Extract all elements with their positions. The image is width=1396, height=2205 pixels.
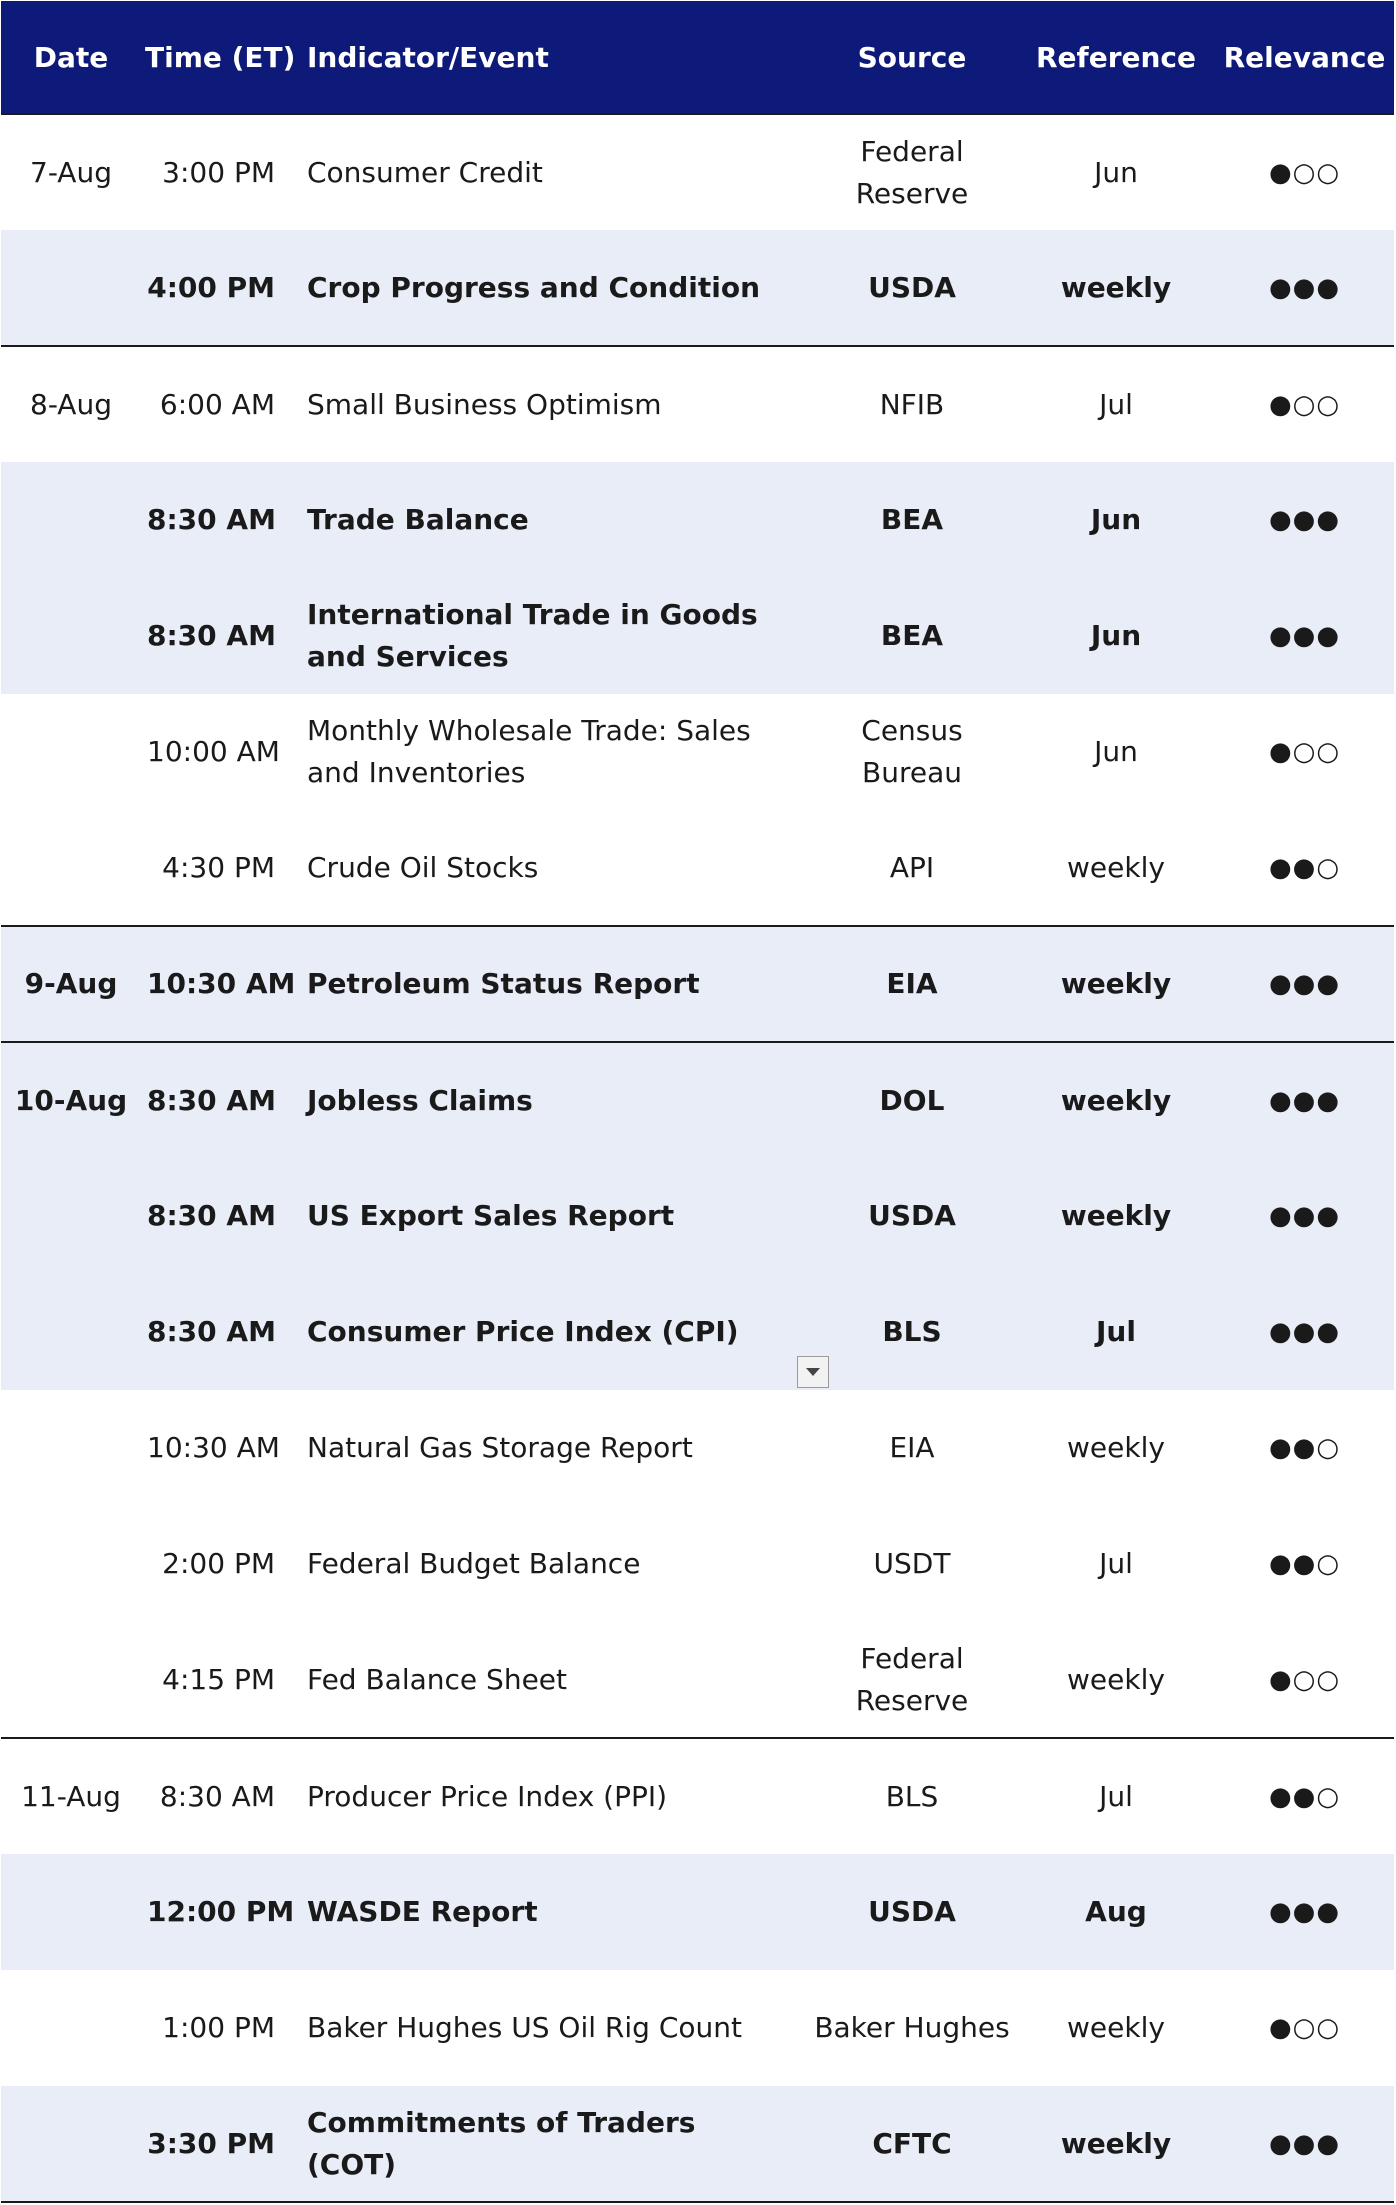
time-cell [141, 1970, 295, 2086]
relevance-cell-text: ●●● [1268, 969, 1341, 999]
reference-cell-text: weekly [1067, 850, 1165, 884]
indicator-cell [295, 1622, 807, 1738]
time-cell [141, 1274, 295, 1390]
reference-cell [1017, 114, 1215, 230]
source-cell-text: BLS [882, 1315, 942, 1348]
table-row [1, 114, 1394, 230]
date-cell-text: 10-Aug [14, 1083, 128, 1117]
source-cell-text: BLS [885, 1779, 939, 1813]
time-cell [141, 1158, 295, 1274]
time-cell-text: 8:30 AM [159, 1779, 275, 1813]
time-cell [141, 462, 295, 578]
reference-cell [1017, 462, 1215, 578]
date-cell-text: 9-Aug [24, 967, 118, 1000]
time-cell-text: 6:00 AM [159, 387, 275, 421]
source-cell-text: USDA [868, 1895, 956, 1928]
source-cell [807, 1158, 1017, 1274]
relevance-cell [1215, 1622, 1394, 1738]
source-cell-text: BEA [880, 503, 944, 536]
indicator-cell [295, 1390, 807, 1506]
time-cell-text: 4:15 PM [162, 1662, 275, 1696]
time-cell-text: 10:30 AM [147, 1431, 280, 1464]
table-row [1, 1274, 1394, 1390]
reference-cell [1017, 694, 1215, 810]
relevance-cell-text: ●○○ [1268, 737, 1341, 767]
time-cell-text: 8:30 AM [147, 503, 276, 536]
date-cell [1, 1854, 141, 1970]
source-cell-text: EIA [889, 1431, 935, 1464]
source-cell-text: CFTC [872, 2126, 952, 2160]
table-row [1, 1622, 1394, 1738]
indicator-cell [295, 230, 807, 346]
time-cell [141, 1738, 295, 1854]
reference-cell-text: Jul [1099, 1547, 1133, 1580]
relevance-cell [1215, 926, 1394, 1042]
indicator-cell [295, 1506, 807, 1622]
table-body [1, 114, 1394, 2202]
source-cell [807, 2086, 1017, 2202]
indicator-cell [295, 1274, 807, 1390]
date-cell [1, 230, 141, 346]
header-time: Time (ET) [145, 40, 296, 74]
reference-cell [1017, 926, 1215, 1042]
source-cell [807, 1274, 1017, 1390]
source-cell-text: BEA [880, 619, 944, 652]
relevance-cell [1215, 230, 1394, 346]
date-cell [1, 1042, 141, 1158]
indicator-cell [295, 1042, 807, 1158]
relevance-cell-text: ●●○ [1268, 852, 1341, 883]
date-cell [1, 694, 141, 810]
relevance-cell-text: ●○○ [1268, 1664, 1341, 1695]
table-row [1, 346, 1394, 462]
indicator-cell [295, 1854, 807, 1970]
source-cell [807, 810, 1017, 926]
time-cell-text: 1:00 PM [162, 2011, 275, 2044]
relevance-cell-text: ●●● [1268, 1897, 1341, 1927]
source-cell [807, 1854, 1017, 1970]
time-cell-text: 10:30 AM [147, 967, 296, 1000]
source-cell-text: USDA [868, 270, 956, 304]
relevance-cell-text: ●○○ [1268, 157, 1341, 188]
time-cell [141, 578, 295, 694]
indicator-cell [295, 114, 807, 230]
time-cell-text: 8:30 AM [147, 619, 276, 652]
reference-cell-text: weekly [1067, 1662, 1165, 1696]
date-cell [1, 2086, 141, 2202]
indicator-cell-text: WASDE Report [307, 1895, 538, 1928]
reference-cell [1017, 346, 1215, 462]
source-cell [807, 1970, 1017, 2086]
table-row [1, 1158, 1394, 1274]
reference-cell-text: weekly [1060, 2126, 1172, 2160]
reference-cell [1017, 1042, 1215, 1158]
indicator-cell [295, 462, 807, 578]
table-header [1, 1, 1394, 114]
indicator-cell-text: Natural Gas Storage Report [307, 1431, 693, 1464]
indicator-cell [295, 926, 807, 1042]
date-cell [1, 1390, 141, 1506]
table-row [1, 810, 1394, 926]
source-cell [807, 694, 1017, 810]
indicator-cell-text: Producer Price Index (PPI) [307, 1779, 668, 1813]
indicator-cell-text: Federal Budget Balance [307, 1547, 641, 1580]
time-cell [141, 1390, 295, 1506]
time-cell-text: 4:30 PM [162, 850, 275, 884]
header-source: Source [857, 40, 967, 74]
indicator-cell [295, 694, 807, 810]
source-cell [807, 1042, 1017, 1158]
date-cell [1, 462, 141, 578]
indicator-cell-text: Consumer Price Index (CPI) [307, 1315, 739, 1348]
relevance-cell-text: ●●○ [1268, 1549, 1341, 1579]
date-cell [1, 1274, 141, 1390]
relevance-cell [1215, 1274, 1394, 1390]
reference-cell [1017, 1506, 1215, 1622]
header-indicator: Indicator/Event [307, 40, 549, 74]
relevance-cell [1215, 694, 1394, 810]
header-reference: Reference [1035, 40, 1197, 74]
source-cell [807, 1622, 1017, 1738]
time-cell [141, 2086, 295, 2202]
relevance-cell-text: ●●● [1268, 1317, 1341, 1347]
relevance-cell-text: ●●○ [1268, 1781, 1341, 1812]
relevance-cell [1215, 1506, 1394, 1622]
source-cell-text: DOL [879, 1083, 945, 1117]
relevance-cell [1215, 462, 1394, 578]
indicator-cell-text: Crude Oil Stocks [307, 850, 539, 884]
source-cell [807, 346, 1017, 462]
time-cell [141, 1506, 295, 1622]
source-cell [807, 1390, 1017, 1506]
source-cell-text: Census Bureau [861, 714, 963, 789]
indicator-cell-text: Monthly Wholesale Trade: Sales and Inventories [307, 714, 751, 789]
indicator-cell [295, 810, 807, 926]
reference-cell-text: weekly [1060, 967, 1172, 1000]
date-cell [1, 1970, 141, 2086]
source-cell-text: Baker Hughes [814, 2011, 1010, 2044]
relevance-cell-text: ●●○ [1268, 1433, 1341, 1463]
table-row [1, 1970, 1394, 2086]
relevance-cell [1215, 810, 1394, 926]
table-row [1, 2086, 1394, 2202]
source-cell-text: EIA [886, 967, 938, 1000]
time-cell-text: 4:00 PM [147, 270, 275, 304]
table-row [1, 1738, 1394, 1854]
relevance-cell-text: ●●● [1268, 272, 1341, 303]
time-cell [141, 1622, 295, 1738]
time-cell-text: 12:00 PM [147, 1895, 295, 1928]
time-cell [141, 1854, 295, 1970]
reference-cell-text: weekly [1060, 1083, 1172, 1117]
relevance-cell-text: ●●● [1268, 621, 1341, 651]
time-cell-text: 3:30 PM [147, 2126, 275, 2160]
reference-cell-text: weekly [1067, 2011, 1165, 2044]
reference-cell [1017, 1158, 1215, 1274]
relevance-cell-text: ●○○ [1268, 2013, 1341, 2043]
time-cell-text: 8:30 AM [147, 1199, 276, 1232]
relevance-cell [1215, 1970, 1394, 2086]
indicator-cell-text: Trade Balance [307, 503, 529, 536]
relevance-cell [1215, 1738, 1394, 1854]
economic-calendar-table [1, 1, 1394, 2203]
table-row [1, 1042, 1394, 1158]
reference-cell [1017, 1622, 1215, 1738]
indicator-cell [295, 1738, 807, 1854]
reference-cell [1017, 1970, 1215, 2086]
source-cell-text: USDT [873, 1547, 951, 1580]
table-row [1, 694, 1394, 810]
source-cell-text: Federal Reserve [855, 134, 969, 210]
source-cell [807, 462, 1017, 578]
date-cell [1, 926, 141, 1042]
header-relevance: Relevance [1223, 40, 1386, 74]
time-cell [141, 810, 295, 926]
source-cell [807, 1506, 1017, 1622]
time-cell-text: 3:00 PM [162, 155, 275, 189]
relevance-cell [1215, 1158, 1394, 1274]
reference-cell [1017, 2086, 1215, 2202]
date-cell [1, 1738, 141, 1854]
reference-cell-text: Jun [1094, 735, 1138, 768]
relevance-cell-text: ●●● [1268, 505, 1341, 535]
indicator-cell [295, 1970, 807, 2086]
reference-cell-text: Jul [1099, 387, 1133, 421]
reference-cell-text: weekly [1067, 1431, 1165, 1464]
relevance-cell-text: ●○○ [1268, 389, 1341, 420]
table-row [1, 1390, 1394, 1506]
indicator-cell [295, 346, 807, 462]
time-cell [141, 114, 295, 230]
reference-cell-text: Jun [1090, 503, 1142, 536]
relevance-cell [1215, 346, 1394, 462]
source-cell [807, 926, 1017, 1042]
reference-cell [1017, 810, 1215, 926]
reference-cell [1017, 230, 1215, 346]
date-cell [1, 578, 141, 694]
reference-cell-text: weekly [1060, 270, 1172, 304]
source-cell-text: API [889, 850, 935, 884]
date-cell-text: 8-Aug [30, 387, 112, 421]
reference-cell [1017, 1390, 1215, 1506]
filter-dropdown-arrow-icon[interactable] [797, 1356, 829, 1388]
time-cell-text: 8:30 AM [147, 1315, 276, 1348]
reference-cell-text: Jul [1096, 1315, 1136, 1348]
time-cell [141, 1042, 295, 1158]
source-cell-text: NFIB [879, 387, 945, 421]
indicator-cell [295, 1158, 807, 1274]
date-cell [1, 1506, 141, 1622]
source-cell-text: Federal Reserve [855, 1641, 969, 1717]
reference-cell-text: Jun [1090, 619, 1142, 652]
table-row [1, 230, 1394, 346]
date-cell [1, 1158, 141, 1274]
time-cell [141, 694, 295, 810]
reference-cell-text: Aug [1085, 1895, 1147, 1928]
indicator-cell-text: Crop Progress and Condition [307, 270, 761, 304]
relevance-cell [1215, 1042, 1394, 1158]
indicator-cell-text: Petroleum Status Report [307, 967, 700, 1000]
relevance-cell [1215, 114, 1394, 230]
time-cell-text: 2:00 PM [162, 1547, 275, 1580]
reference-cell-text: weekly [1060, 1199, 1172, 1232]
table-row [1, 926, 1394, 1042]
time-cell [141, 346, 295, 462]
source-cell-text: USDA [868, 1199, 956, 1232]
relevance-cell-text: ●●● [1268, 1085, 1341, 1116]
reference-cell-text: Jun [1094, 155, 1138, 189]
table-row [1, 578, 1394, 694]
header-date: Date [33, 40, 109, 74]
date-cell [1, 810, 141, 926]
table-row [1, 1506, 1394, 1622]
relevance-cell-text: ●●● [1268, 1201, 1341, 1231]
indicator-cell-text: Fed Balance Sheet [307, 1662, 567, 1696]
time-cell-text: 8:30 AM [147, 1083, 276, 1117]
relevance-cell [1215, 1390, 1394, 1506]
indicator-cell-text: Commitments of Traders (COT) [307, 2105, 696, 2181]
relevance-cell [1215, 578, 1394, 694]
table-row [1, 462, 1394, 578]
indicator-cell [295, 578, 807, 694]
source-cell [807, 1738, 1017, 1854]
date-cell-text: 11-Aug [21, 1779, 121, 1813]
relevance-cell [1215, 1854, 1394, 1970]
date-cell-text: 7-Aug [30, 155, 112, 189]
indicator-cell-text: Consumer Credit [307, 155, 543, 189]
reference-cell [1017, 1854, 1215, 1970]
header-row [1, 1, 1394, 114]
time-cell-text: 10:00 AM [147, 735, 280, 768]
source-cell [807, 230, 1017, 346]
date-cell [1, 346, 141, 462]
time-cell [141, 926, 295, 1042]
table-row [1, 1854, 1394, 1970]
source-cell [807, 578, 1017, 694]
date-cell [1, 114, 141, 230]
relevance-cell-text: ●●● [1268, 2128, 1341, 2159]
indicator-cell-text: Small Business Optimism [307, 387, 662, 421]
reference-cell [1017, 1738, 1215, 1854]
time-cell [141, 230, 295, 346]
indicator-cell-text: Baker Hughes US Oil Rig Count [307, 2011, 742, 2044]
date-cell [1, 1622, 141, 1738]
indicator-cell-text: International Trade in Goods and Services [307, 598, 758, 673]
indicator-cell [295, 2086, 807, 2202]
source-cell [807, 114, 1017, 230]
reference-cell [1017, 1274, 1215, 1390]
relevance-cell [1215, 2086, 1394, 2202]
indicator-cell-text: Jobless Claims [307, 1083, 533, 1117]
reference-cell-text: Jul [1099, 1779, 1133, 1813]
indicator-cell-text: US Export Sales Report [307, 1199, 675, 1232]
reference-cell [1017, 578, 1215, 694]
